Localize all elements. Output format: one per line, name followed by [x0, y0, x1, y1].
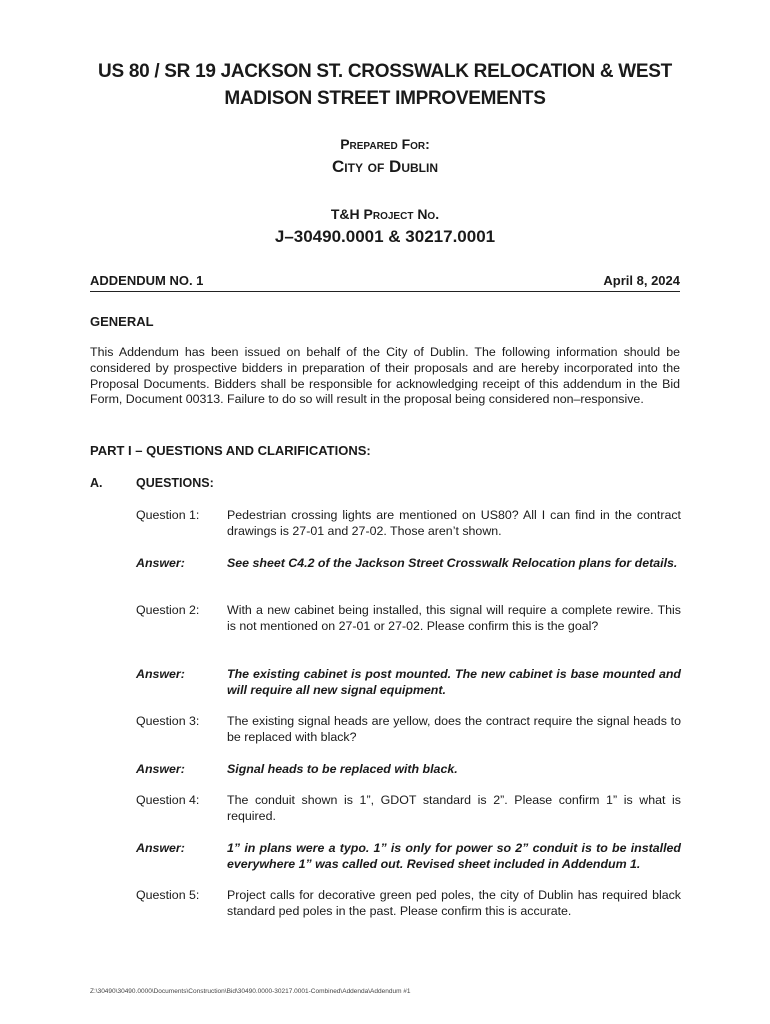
header-divider	[90, 291, 680, 292]
item-label: Question 3:	[136, 714, 200, 728]
answer-2	[136, 667, 681, 699]
section-a-title: QUESTIONS:	[136, 476, 214, 490]
item-text: See sheet C4.2 of the Jackson Street Crosswalk Relocation plans for details.	[227, 556, 678, 570]
question-3	[136, 714, 681, 746]
prepared-for-value: City of Dublin	[332, 157, 438, 176]
question-4	[136, 793, 681, 825]
item-label: Question 1:	[136, 508, 200, 522]
addendum-header	[90, 273, 680, 288]
item-text: Signal heads to be replaced with black.	[227, 762, 458, 776]
prepared-for-label: Prepared For:	[340, 136, 430, 152]
addendum-date: April 8, 2024	[603, 273, 680, 288]
general-paragraph: This Addendum has been issued on behalf of the City of Dublin. The following information should be considered by prospective bidders in preparation of their proposals and are hereby incorporated into the Proposal Documents. Bidders shall be responsible for acknowledging receipt of this addendum in the Bid Form, Document 00313. Failure to do so will result in the proposal being considered non–responsive.	[90, 345, 680, 407]
item-text: The conduit shown is 1”, GDOT standard is 2”. Please confirm 1” is what is required.	[227, 793, 681, 823]
document-title: US 80 / SR 19 JACKSON ST. CROSSWALK RELOCATION & WEST MADISON STREET IMPROVEMENTS	[98, 61, 672, 109]
project-number-value: J–30490.0001 & 30217.0001	[274, 227, 496, 246]
item-text: Project calls for decorative green ped poles, the city of Dublin has required black standard ped poles in the past. Please confirm this is accurate.	[227, 888, 681, 918]
answer-1	[136, 556, 681, 572]
question-2	[136, 603, 681, 635]
item-text: The existing cabinet is post mounted. The new cabinet is base mounted and will require all new signal equipment.	[227, 667, 681, 697]
part1-heading: PART I – QUESTIONS AND CLARIFICATIONS:	[90, 443, 371, 458]
item-label: Answer:	[136, 667, 185, 681]
item-text: With a new cabinet being installed, this signal will require a complete rewire. This is not mentioned on 27-01 or 27-02. Please confirm this is the goal?	[227, 603, 681, 633]
item-text: The existing signal heads are yellow, does the contract require the signal heads to be replaced with black?	[227, 714, 681, 744]
item-label: Answer:	[136, 762, 185, 776]
item-label: Answer:	[136, 556, 185, 570]
section-a-label: A.	[90, 476, 103, 490]
footer-file-path: Z:\30490\30490.0000\Documents\Construction\Bid\30490.0000-30217.0001-Combined\Addenda\Addendum #1	[90, 988, 411, 995]
project-number-label: T&H Project No.	[330, 206, 440, 222]
item-label: Question 4:	[136, 793, 200, 807]
item-text: Pedestrian crossing lights are mentioned on US80? All I can find in the contract drawings is 27-01 and 27-02. Those aren’t shown.	[227, 508, 681, 538]
item-label: Question 5:	[136, 888, 200, 902]
question-5	[136, 888, 681, 920]
answer-3	[136, 762, 681, 778]
item-label: Answer:	[136, 841, 185, 855]
item-text: 1” in plans were a typo. 1” is only for power so 2” conduit is to be installed everywhere 1” was called out. Revised sheet included in Addendum 1.	[227, 841, 681, 871]
question-1	[136, 508, 681, 540]
general-heading: GENERAL	[90, 314, 154, 329]
item-label: Question 2:	[136, 603, 200, 617]
addendum-number: ADDENDUM NO. 1	[90, 273, 204, 288]
answer-4	[136, 841, 681, 873]
